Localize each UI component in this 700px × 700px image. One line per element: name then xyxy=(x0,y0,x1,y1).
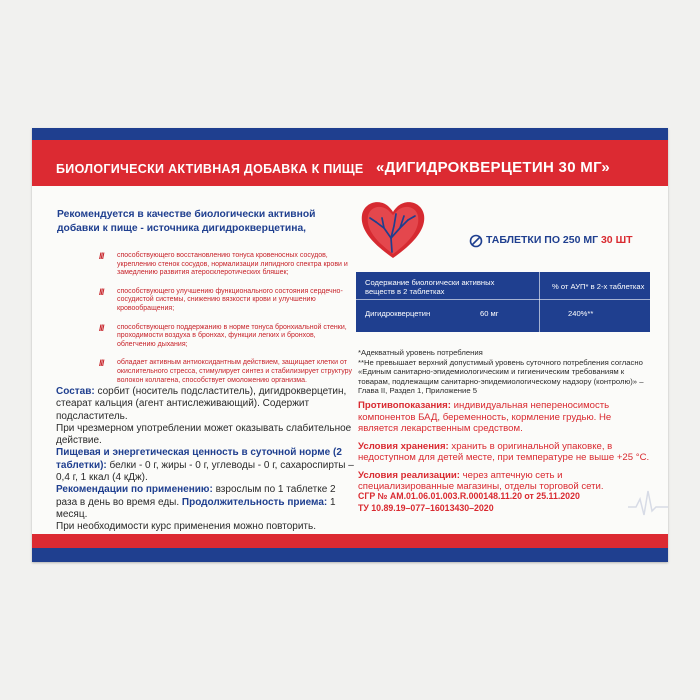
table-cell: 240%** xyxy=(568,309,594,318)
no-sign-icon xyxy=(469,234,483,248)
nutrient-table xyxy=(356,272,650,332)
sale-conditions: Условия реализации: через аптечную сеть и специализированные магазины, отделы торговой сети. xyxy=(358,469,604,492)
slash-marker-icon: /// xyxy=(99,322,104,333)
sgr-number: СГР № AM.01.06.01.003.R.000148.11.20 от 25.11.2020 xyxy=(358,491,580,501)
benefit-item: /// способствующего восстановлению тонуса кровеносных сосудов, укреплению стенок сосудов, нормализации липидного спектра крови и замедлению развития атеросклеротических бляшек; xyxy=(99,251,348,277)
product-category-title: БИОЛОГИЧЕСКИ АКТИВНАЯ ДОБАВКА К ПИЩЕ xyxy=(56,162,364,176)
top-blue-band xyxy=(32,128,668,140)
laxative-warning: При чрезмерном употреблении может оказывать слабительное действие. xyxy=(56,422,352,447)
composition-paragraph: Состав: сорбит (носитель подсластитель), дигидрокверцетин, стеарат кальция (агент антислеживающий). Содержит подсластитель. xyxy=(56,386,347,422)
tu-number: ТУ 10.89.19–077–16013430–2020 xyxy=(358,503,494,513)
tablets-info: ТАБЛЕТКИ ПО 250 МГ 30 ШТ xyxy=(486,234,633,246)
table-divider xyxy=(356,299,650,300)
benefit-item: /// обладает активным антиоксидантным действием, защищает клетки от окислительного стресса, стимулирует синтез и стабилизирует структуру волокон коллагена, способствует омоложению организма. xyxy=(99,358,352,384)
conditions-block xyxy=(358,400,650,499)
footnote: **Не превышает верхний допустимый уровень суточного потребления согласно «Единым санитарно-эпидемиологическим и гигиеническим требованиям к товарам, подлежащим санитарно-эпидемиологическому надзору (контролю)» – Глава II, Раздел 1, Приложение 5 xyxy=(358,357,644,396)
benefit-item: /// способствующего поддержанию в норме тонуса бронхиальной стенки, проходимости воздуха в бронхах, функции легких и бронхов, облегчению дыхания; xyxy=(99,322,347,348)
package-panel xyxy=(32,128,668,562)
slash-marker-icon: /// xyxy=(99,251,104,261)
product-name-title: «ДИГИДРОКВЕРЦЕТИН 30 МГ» xyxy=(376,159,610,176)
table-cell: 60 мг xyxy=(480,309,499,318)
composition-block xyxy=(56,386,356,558)
heart-logo-icon xyxy=(358,198,428,260)
table-divider xyxy=(539,272,540,332)
slash-marker-icon: /// xyxy=(99,286,104,297)
table-cell: Дигидрокверцетин xyxy=(365,309,431,318)
table-header: % от АУП* в 2-х таблетках xyxy=(552,282,645,291)
storage-conditions: Условия хранения: хранить в оригинальной упаковке, в недоступном для детей месте, при температуре не выше +25 °С. xyxy=(358,440,650,463)
ecg-line-icon xyxy=(628,485,668,525)
benefit-item: /// способствующего улучшению функционального состояния сердечно-сосудистой системы, снижению вязкости крови и улучшению кровообращения; xyxy=(99,286,343,312)
usage-paragraph: Рекомендации по применению: взрослым по 1 таблетке 2 раза в день во время еды. Продолжительность приема: 1 месяц. xyxy=(56,484,336,520)
footnotes xyxy=(358,348,648,396)
table-header: Содержание биологически активных веществ в 2 таблетках xyxy=(365,278,495,296)
bottom-red-band xyxy=(32,534,668,548)
registration-info xyxy=(358,490,650,514)
footnote: *Адекватный уровень потребления xyxy=(358,348,483,357)
bottom-blue-band xyxy=(32,548,668,562)
repeat-course-text: При необходимости курс применения можно повторить. xyxy=(56,521,316,533)
benefits-list xyxy=(99,252,354,395)
contraindications: Противопоказания: индивидуальная непереносимость компонентов БАД, беременность, кормление грудью. Не является лекарственным средством. xyxy=(358,400,612,434)
recommendation-text: Рекомендуется в качестве биологически активной добавки к пище - источника дигидрокверцетина, xyxy=(57,209,316,234)
slash-marker-icon: /// xyxy=(99,358,104,369)
nutrition-paragraph: Пищевая и энергетическая ценность в суточной норме (2 таблетки): белки - 0 г, жиры - 0 г, углеводы - 0 г, сахароспирты – 0,4 г, 1 ккал (4 кДж). xyxy=(56,447,354,484)
